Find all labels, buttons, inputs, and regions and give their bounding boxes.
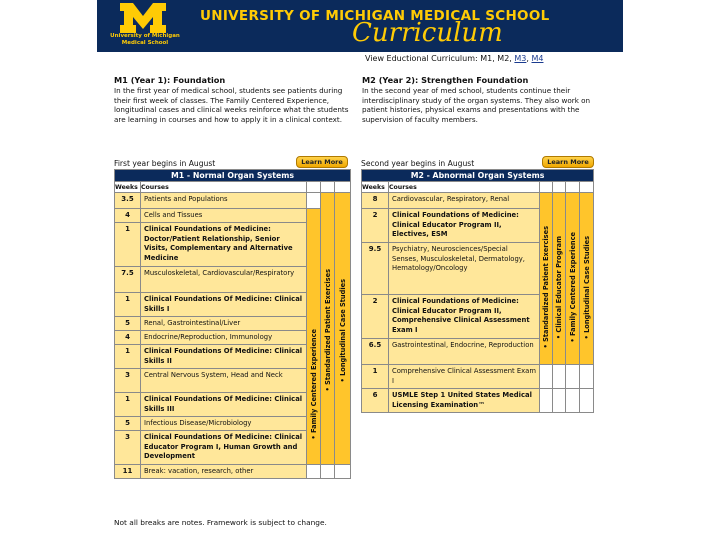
m2-row-course: Gastrointestinal, Endocrine, Reproduction <box>389 339 540 365</box>
curriculum-year-nav <box>365 54 543 63</box>
m1-row-weeks: 11 <box>115 465 141 479</box>
m2-row-course: Clinical Foundations of Medicine: Clinical Educator Program II, Comprehensive Clinical Assessment Exam I <box>389 295 540 339</box>
link-m4[interactable]: M4 <box>531 54 544 63</box>
m2-header-blank <box>540 182 553 193</box>
m1-vertical-bar-1 <box>321 193 335 465</box>
m1-header-blank <box>307 182 321 193</box>
m2-vertical-blank <box>566 389 580 413</box>
m1-schedule-table <box>114 169 351 479</box>
m2-header-blank <box>566 182 580 193</box>
m1-start-note: First year begins in August <box>114 159 216 168</box>
m1-row-course: Central Nervous System, Head and Neck <box>141 369 307 393</box>
m2-row-weeks: 8 <box>362 193 389 209</box>
m1-row-weeks: 3 <box>115 369 141 393</box>
m2-table-caption: M2 - Abnormal Organ Systems <box>362 170 594 182</box>
m1-row-weeks: 7.5 <box>115 267 141 293</box>
m2-row-course: Clinical Foundations of Medicine: Clinical Educator Program II, Electives, ESM <box>389 209 540 243</box>
m1-row-weeks: 5 <box>115 317 141 331</box>
header-banner <box>97 0 623 52</box>
m1-vertical-blank <box>307 465 321 479</box>
m1-row-weeks: 3 <box>115 431 141 465</box>
logo-wordmark: University of Michigan Medical School <box>110 33 180 46</box>
m2-row-weeks: 9.5 <box>362 243 389 295</box>
m1-row-course: Clinical Foundations Of Medicine: Clinical Skills I <box>141 293 307 317</box>
m2-vertical-label: • Standardized Patient Exercises <box>542 226 550 349</box>
m1-vertical-label: • Longitudinal Case Studies <box>338 278 347 383</box>
m1-row-course: Break: vacation, research, other <box>141 465 307 479</box>
m2-row-course: Cardiovascular, Respiratory, Renal <box>389 193 540 209</box>
m1-row-course: Clinical Foundations Of Medicine: Clinical Skills II <box>141 345 307 369</box>
m2-vertical-blank <box>580 389 594 413</box>
link-m3[interactable]: M3 <box>514 54 527 63</box>
footer-note: Not all breaks are notes. Framework is subject to change. <box>114 518 327 527</box>
m2-vertical-bar-2 <box>553 193 566 365</box>
page <box>97 0 623 540</box>
m1-vertical-label: • Family Centered Experience <box>309 328 318 440</box>
m2-vertical-bar-1 <box>540 193 553 365</box>
m2-row-weeks: 6.5 <box>362 339 389 365</box>
m1-intro-text: In the first year of medical school, students see patients during their first week of classes. The Family Centered Experience, longitudinal cases and clinical weeks reinforce what the students are learning in courses and how to apply it in a clinical context. <box>114 86 349 124</box>
m1-row-weeks: 1 <box>115 393 141 417</box>
m1-row-course: Clinical Foundations Of Medicine: Clinical Educator Program I, Human Growth and Development <box>141 431 307 465</box>
m2-row-course: Psychiatry, Neurosciences/Special Senses, Musculoskeletal, Dermatology, Hematology/Oncology <box>389 243 540 295</box>
m2-heading: M2 (Year 2): Strengthen Foundation <box>362 75 529 85</box>
m1-row-weeks: 4 <box>115 209 141 223</box>
m1-vertical-bar-2 <box>335 193 351 465</box>
m2-vertical-bar-4 <box>580 193 594 365</box>
m2-vertical-blank <box>553 389 566 413</box>
m2-weeks-header: Weeks <box>362 182 389 193</box>
m1-vertical-bar-family <box>307 209 321 465</box>
m2-schedule-table <box>361 169 594 413</box>
year-nav-separator: , <box>526 54 532 63</box>
m1-header-blank <box>321 182 335 193</box>
m1-table-caption: M1 - Normal Organ Systems <box>115 170 351 182</box>
m2-vertical-blank <box>566 365 580 389</box>
m2-vertical-label: • Clinical Educator Program <box>555 235 563 340</box>
m2-row-weeks: 2 <box>362 295 389 339</box>
m2-vertical-blank <box>580 365 594 389</box>
m1-row-course: Clinical Foundations of Medicine: Doctor/Patient Relationship, Senior Visits, Complementary and Alternative Medicine <box>141 223 307 267</box>
m2-vertical-bar-3 <box>566 193 580 365</box>
m1-row-weeks: 5 <box>115 417 141 431</box>
m2-vertical-label: • Family Centered Experience <box>568 232 577 343</box>
m1-vertical-blank <box>307 193 321 209</box>
m1-heading: M1 (Year 1): Foundation <box>114 75 226 85</box>
m1-row-course: Cells and Tissues <box>141 209 307 223</box>
m1-row-weeks: 1 <box>115 345 141 369</box>
m2-row-weeks: 1 <box>362 365 389 389</box>
m1-row-weeks: 4 <box>115 331 141 345</box>
m1-learn-more-button[interactable]: Learn More <box>296 156 348 168</box>
m1-row-course: Infectious Disease/Microbiology <box>141 417 307 431</box>
m1-row-course: Patients and Populations <box>141 193 307 209</box>
m2-row-course: USMLE Step 1 United States Medical Licensing Examination™ <box>389 389 540 413</box>
m2-vertical-label: • Longitudinal Case Studies <box>582 235 591 340</box>
m1-weeks-header: Weeks <box>115 182 141 193</box>
m2-learn-more-button[interactable]: Learn More <box>542 156 594 168</box>
m2-vertical-blank <box>540 389 553 413</box>
m2-row-weeks: 2 <box>362 209 389 243</box>
m2-row-weeks: 6 <box>362 389 389 413</box>
m1-vertical-blank <box>321 465 335 479</box>
m1-row-weeks: 1 <box>115 293 141 317</box>
m2-intro-text: In the second year of med school, students continue their interdisciplinary study of the organ systems. They also work on patient histories, physical exams and presentations with the supervision of faculty members. <box>362 86 591 124</box>
m1-vertical-label: • Standardized Patient Exercises <box>323 269 332 392</box>
m1-row-weeks: 3.5 <box>115 193 141 209</box>
page-title: Curriculum <box>352 18 503 48</box>
year-nav-label: View Eductional Curriculum: M1, M2, <box>365 54 515 63</box>
m2-start-note: Second year begins in August <box>361 159 475 168</box>
m1-row-course: Endocrine/Reproduction, Immunology <box>141 331 307 345</box>
m1-row-course: Renal, Gastrointestinal/Liver <box>141 317 307 331</box>
university-logo[interactable] <box>97 0 193 52</box>
m2-header-blank <box>553 182 566 193</box>
m1-row-weeks: 1 <box>115 223 141 267</box>
m2-courses-header: Courses <box>389 182 540 193</box>
m1-courses-header: Courses <box>141 182 307 193</box>
m2-header-blank <box>580 182 594 193</box>
m2-vertical-blank <box>540 365 553 389</box>
m1-vertical-blank <box>335 465 351 479</box>
block-m-logo-icon <box>119 2 167 34</box>
school-title: UNIVERSITY OF MICHIGAN MEDICAL SCHOOL <box>200 8 550 24</box>
m1-row-course: Musculoskeletal, Cardiovascular/Respiratory <box>141 267 307 293</box>
m2-vertical-blank <box>553 365 566 389</box>
m2-row-course: Comprehensive Clinical Assessment Exam I <box>389 365 540 389</box>
m1-row-course: Clinical Foundations Of Medicine: Clinical Skills III <box>141 393 307 417</box>
m1-header-blank <box>335 182 351 193</box>
